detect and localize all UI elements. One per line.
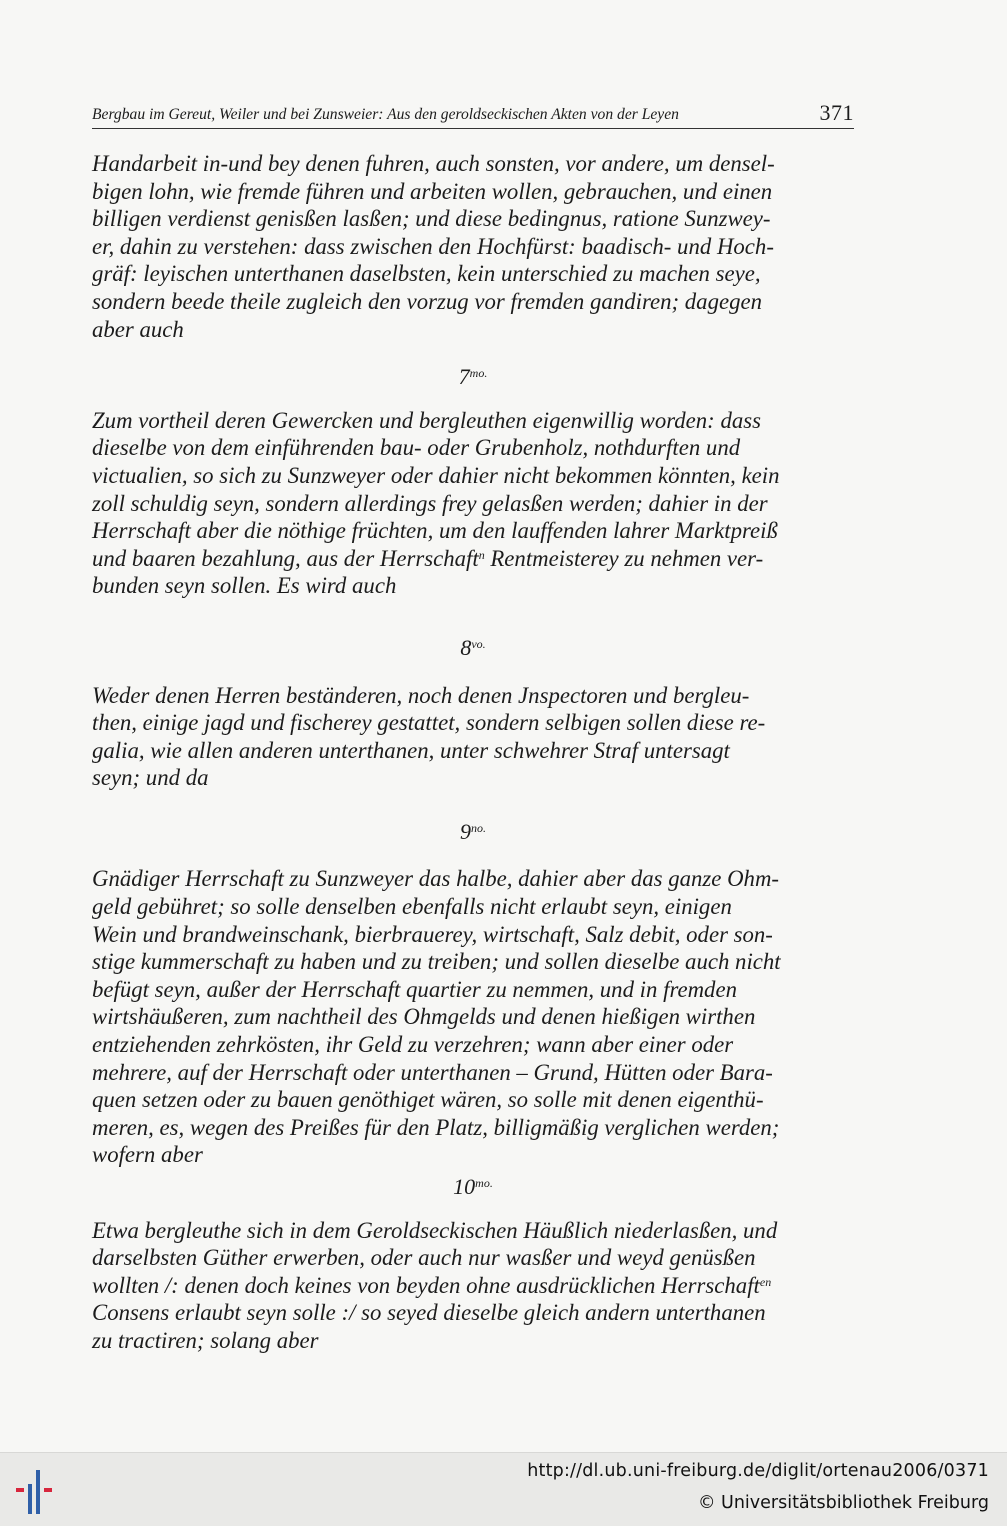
text-line: meren, es, wegen des Preißes für den Platz, billigmäßig verglichen werden; (92, 1114, 780, 1140)
text-line (92, 545, 854, 573)
text-line: befügt seyn, außer der Herrschaft quartier zu nemmen, und in fremden (92, 976, 737, 1002)
heading-number: 8 (460, 634, 472, 660)
section-heading-9 (92, 818, 854, 846)
text-line: victualien, so sich zu Sunzweyer oder dahier nicht bekommen könnten, kein (92, 462, 780, 488)
paragraph-7 (92, 407, 854, 600)
paragraph-6-continuation (92, 150, 854, 343)
superscript: en (759, 1274, 772, 1289)
paragraph-8 (92, 682, 854, 792)
text-line: entziehenden zehrkösten, ihr Geld zu verzehren; wann aber einer oder (92, 1032, 734, 1058)
text-line: sondern beede theile zugleich den vorzug vor fremden gandiren; dagegen (92, 288, 763, 314)
heading-ordinal: vo. (471, 636, 486, 651)
text-line: galia, wie allen anderen unterthanen, unter schwehrer Straf untersagt (92, 737, 730, 763)
text-fragment: wollten /: denen doch keines von beyden ohne ausdrücklichen Herrschaft (92, 1272, 760, 1298)
heading-number: 10 (453, 1174, 476, 1199)
text-line: Wein und brandweinschank, bierbrauerey, wirtschaft, Salz debit, oder son- (92, 921, 773, 947)
text-line: bunden seyn sollen. Es wird auch (92, 573, 397, 599)
text-line: wirtshäußeren, zum nachtheil des Ohmgelds und denen hießigen wirthen (92, 1004, 756, 1030)
text-line: seyn; und da (92, 765, 209, 791)
text-line: geld gebühret; so solle denselben ebenfalls nicht erlaubt seyn, einigen (92, 894, 732, 920)
text-line: stige kummerschaft zu haben und zu treiben; und sollen dieselbe auch nicht (92, 949, 781, 975)
text-line: Weder denen Herren beständeren, noch denen Jnspectoren und bergleu- (92, 682, 750, 708)
text-line: mehrere, auf der Herrschaft oder unterthanen – Grund, Hütten oder Bara- (92, 1059, 773, 1085)
text-line: Zum vortheil deren Gewercken und bergleuthen eigenwillig worden: dass (92, 407, 762, 433)
text-line: wofern aber (92, 1142, 203, 1168)
text-line: Etwa bergleuthe sich in dem Geroldseckischen Häußlich niederlasßen, und (92, 1217, 778, 1243)
section-heading-8 (92, 634, 854, 662)
text-line: bigen lohn, wie fremde führen und arbeiten wollen, gebrauchen, und einen (92, 178, 773, 204)
text-line: then, einige jagd und fischerey gestattet, sondern selbigen sollen diese re- (92, 710, 766, 736)
text-line: dieselbe von dem einführenden bau- oder Grubenholz, nothdurften und (92, 435, 741, 461)
superscript: n (478, 547, 485, 562)
text-line: Herrschaft aber die nöthige früchten, um den lauffenden lahrer Marktpreiß (92, 518, 778, 544)
text-line: quen setzen oder zu bauen genöthiget wären, so solle mit denen eigenthü- (92, 1087, 764, 1113)
running-header (92, 96, 854, 129)
paragraph-10 (92, 1217, 854, 1355)
text-fragment: und baaren bezahlung, aus der Herrschaft (92, 545, 479, 571)
heading-number: 7 (458, 364, 470, 390)
text-line: Gnädiger Herrschaft zu Sunzweyer das halbe, dahier aber das ganze Ohm- (92, 866, 780, 892)
library-logo-icon (12, 1466, 64, 1518)
text-line (92, 1272, 854, 1300)
text-line: zu tractiren; solang aber (92, 1327, 319, 1353)
copyright-notice: © Universitätsbibliothek Freiburg (697, 1493, 989, 1513)
text-line: zoll schuldig seyn, sondern allerdings frey gelasßen werden; dahier in der (92, 490, 768, 516)
heading-ordinal: mo. (469, 366, 488, 381)
text-line: er, dahin zu verstehen: dass zwischen den Hochfürst: baadisch- und Hoch- (92, 233, 774, 259)
permalink-url[interactable]: http://dl.ub.uni-freiburg.de/diglit/ortenau2006/0371 (527, 1461, 989, 1481)
body-text (92, 150, 854, 1355)
text-line: billigen verdienst genisßen lasßen; und diese bedingnus, ratione Sunzwey- (92, 206, 771, 232)
text-line: darselbsten Güther erwerben, oder auch nur wasßer und weyd genüsßen (92, 1245, 756, 1271)
heading-ordinal: no. (471, 820, 486, 835)
section-heading-7 (92, 363, 854, 391)
text-line: Handarbeit in-und bey denen fuhren, auch sonsten, vor andere, um densel- (92, 151, 775, 176)
heading-number: 9 (460, 818, 471, 844)
text-fragment: Rentmeisterey zu nehmen ver- (484, 545, 764, 571)
heading-ordinal: mo. (475, 1176, 493, 1190)
text-line: Consens erlaubt seyn solle :/ so seyed dieselbe gleich andern unterthanen (92, 1300, 766, 1326)
section-heading-10 (92, 1173, 854, 1201)
page-number: 371 (819, 100, 854, 125)
header-title: Bergbau im Gereut, Weiler und bei Zunsweier: Aus den geroldseckischen Akten von der Leyen (92, 106, 679, 123)
text-line: gräf: leyischen unterthanen daselbsten, kein unterschied zu machen seye, (92, 261, 761, 287)
paragraph-9 (92, 865, 854, 1169)
text-line: aber auch (92, 316, 184, 342)
